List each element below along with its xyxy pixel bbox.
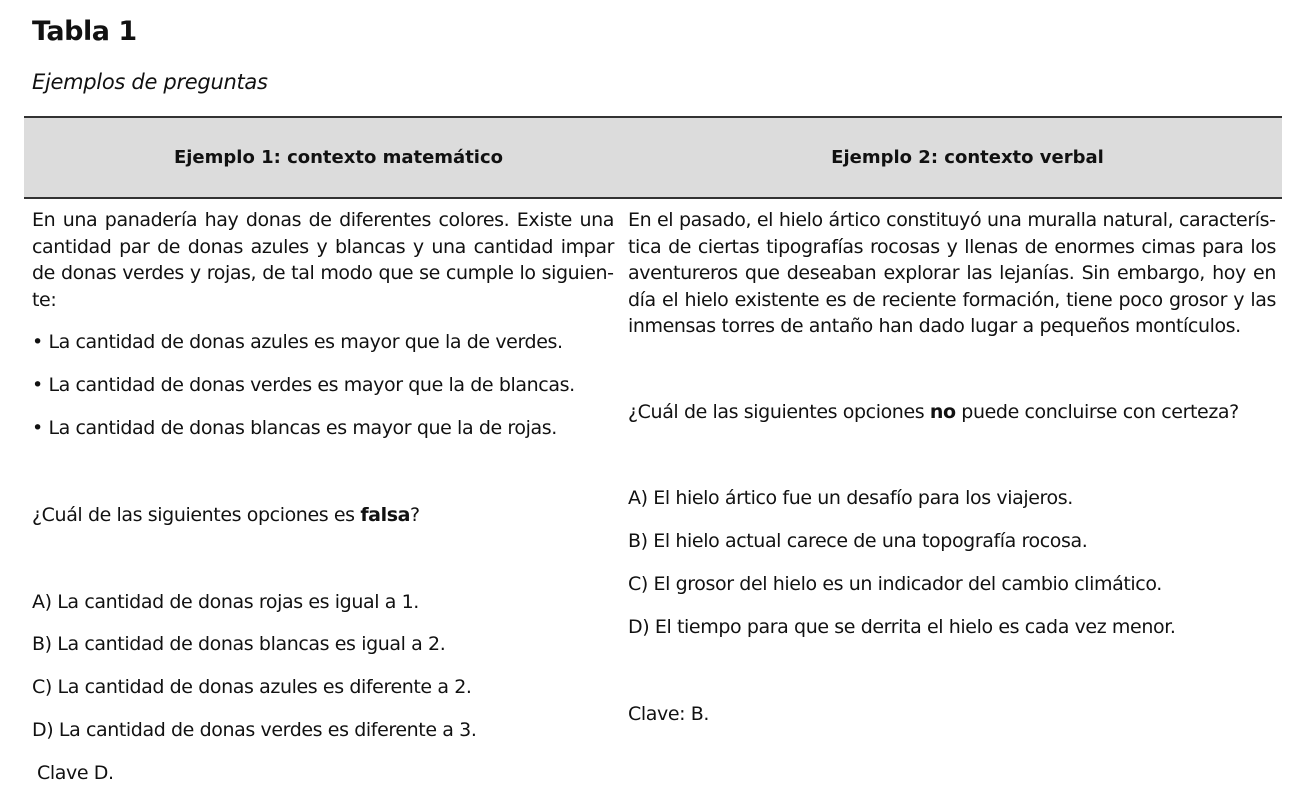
example1-question [32, 502, 420, 529]
example2-question-start: ¿Cuál de las siguientes opciones [628, 401, 930, 423]
example2-option-a: A) El hielo ártico fue un desafío para los viajeros. [628, 487, 1073, 509]
header-math-context: Ejemplo 1: contexto matemático [173, 147, 504, 168]
example1-bullet: • La cantidad de donas blancas es mayor que la de rojas. [32, 417, 557, 439]
header-verbal-context: Ejemplo 2: contexto verbal [831, 147, 1104, 168]
example2-paragraph: En el pasado, el hielo ártico constituyó una muralla natural, característica de ciertas tipografías rocosas y llenas de enormes cimas para los aventureros que deseaban explorar las lejanías. Sin embargo, hoy en día el hielo existente es de reciente formación, tiene poco grosor y las inmensas torres de antaño han dado lugar a pequeños montículos. [628, 209, 1276, 337]
example2-question-end: puede concluirse con certeza? [955, 401, 1239, 423]
example1-question-start: ¿Cuál de las siguientes opciones es [32, 504, 361, 526]
example1-option-a: A) La cantidad de donas rojas es igual a 1. [32, 591, 419, 613]
example1-option-d: D) La cantidad de donas verdes es diferente a 3. [32, 719, 477, 741]
example1-option-c: C) La cantidad de donas azules es diferente a 2. [32, 676, 472, 698]
table-header-row [24, 116, 1282, 199]
example2-question-bold: no [929, 401, 956, 423]
example1-bullet: • La cantidad de donas verdes es mayor que la de blancas. [32, 374, 575, 396]
example2-key: Clave: B. [628, 703, 710, 725]
table-subtitle: Ejemplos de preguntas [32, 70, 268, 94]
example1-bullet: • La cantidad de donas azules es mayor que la de verdes. [32, 331, 563, 353]
example1-paragraph: En una panadería hay donas de diferentes colores. Existe una cantidad par de donas azules y blancas y una cantidad impar de donas verdes y rojas, de tal modo que se cumple lo siguiente: [32, 209, 614, 311]
table-title: Tabla 1 [32, 16, 137, 47]
examples-table [24, 116, 1282, 199]
example1-option-b: B) La cantidad de donas blancas es igual a 2. [32, 633, 446, 655]
example2-option-d: D) El tiempo para que se derrita el hielo es cada vez menor. [628, 616, 1176, 638]
example2-option-c: C) El grosor del hielo es un indicador del cambio climático. [628, 573, 1162, 595]
example1-question-bold: falsa [360, 504, 411, 526]
example2-question [628, 399, 1239, 426]
example1-key: Clave D. [37, 762, 114, 784]
example1-question-end: ? [410, 504, 420, 526]
example2-option-b: B) El hielo actual carece de una topografía rocosa. [628, 530, 1088, 552]
